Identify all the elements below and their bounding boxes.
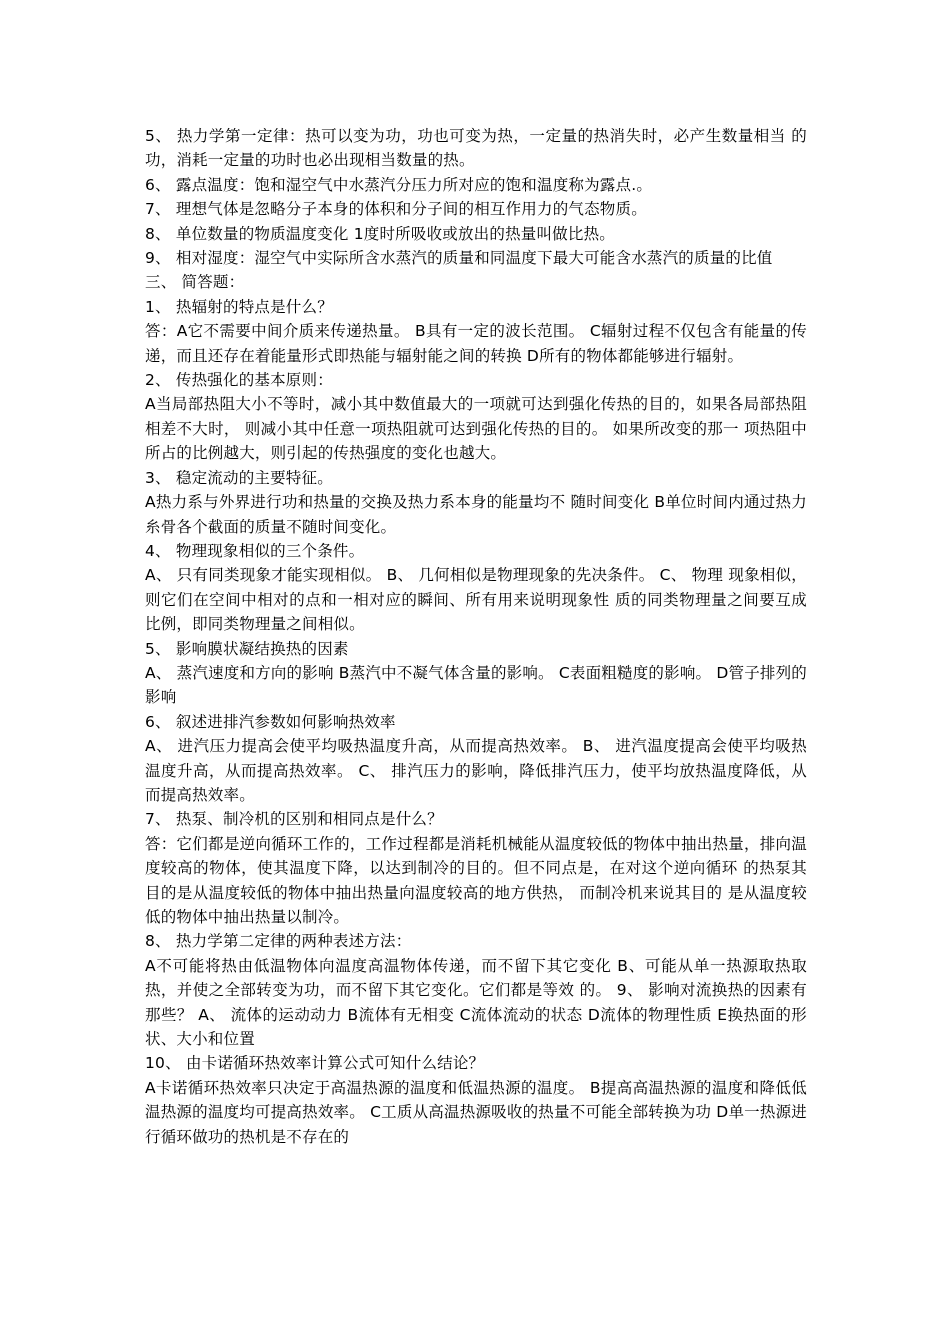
question-4: 4、 物理现象相似的三个条件。	[145, 541, 365, 560]
answer-8-and-question-9: A不可能将热由低温物体向温度高温物体传递，而不留下其它变化 B、可能从单一热源取热取热，并使之全部转变为功，而不留下其它变化。它们都是等效 的。 9、 影响对流换热的因素有那些？ A、 流体的运动动力 B流体有无相变 C流体流动的状态 D流体的物理性质 E换热面的形状、大小和位置	[145, 956, 807, 1049]
answer-6: A、 进汽压力提高会使平均吸热温度升高，从而提高热效率。 B、 进汽温度提高会使平均吸热温度升高，从而提高热效率。 C、 排汽压力的影响，降低排汽压力，使平均放热温度降低，从而提高热效率。	[145, 737, 807, 804]
answer-5: A、 蒸汽速度和方向的影响 B蒸汽中不凝气体含量的影响。 C表面粗糙度的影响。 D管子排列的影响	[145, 663, 807, 707]
definition-relative-humidity: 9、 相对湿度：湿空气中实际所含水蒸汽的质量和同温度下最大可能含水蒸汽的质量的比值	[145, 249, 773, 268]
answer-7: 答：它们都是逆向循环工作的，工作过程都是消耗机械能从温度较低的物体中抽出热量，排向温度较高的物体，使其温度下降，以达到制冷的目的。但不同点是，在对这个逆向循环 的热泵其目的是从温度较低的物体中抽出热量向温度较高的地方供热， 而制冷机来说其目的 是从温度较低的物体中抽出热量以制冷。	[145, 834, 807, 926]
section-heading-short-answer: 三、 简答题：	[145, 273, 245, 292]
answer-3: A热力系与外界进行功和热量的交换及热力系本身的能量均不 随时间变化 B单位时间内通过热力糸骨各个截面的质量不随时间变化。	[145, 493, 807, 536]
definition-specific-heat: 8、 单位数量的物质温度变化 1度时所吸收或放出的热量叫做比热。	[145, 224, 615, 243]
answer-2: A当局部热阻大小不等时，减小其中数值最大的一项就可达到强化传热的目的，如果各局部热阻相差不大时， 则减小其中任意一项热阻就可达到强化传热的目的。 如果所改变的那一 项热阻中所占的比例越大，则引起的传热强度的变化也越大。	[145, 395, 807, 463]
document-body	[145, 124, 807, 1149]
question-3: 3、 稳定流动的主要特征。	[145, 468, 333, 487]
answer-10: A卡诺循环热效率只决定于高温热源的温度和低温热源的温度。 B提高高温热源的温度和降低低温热源的温度均可提高热效率。 C工质从高温热源吸收的热量不可能全部转换为功 D单一热源进行循环做功的热机是不存在的	[145, 1078, 807, 1146]
question-6: 6、 叙述进排汽参数如何影响热效率	[145, 712, 396, 731]
definition-ideal-gas: 7、 理想气体是忽略分子本身的体积和分子间的相互作用力的气态物质。	[145, 200, 647, 219]
question-8: 8、 热力学第二定律的两种表述方法：	[145, 932, 412, 951]
question-10: 10、 由卡诺循环热效率计算公式可知什么结论？	[145, 1054, 485, 1073]
question-5: 5、 影响膜状凝结换热的因素	[145, 639, 349, 658]
answer-1: 答：A它不需要中间介质来传递热量。 B具有一定的波长范围。 C辐射过程不仅包含有能量的传递，而且还存在着能量形式即热能与辐射能之间的转换 D所有的物体都能够进行辐射。	[145, 322, 807, 365]
question-1: 1、 热辐射的特点是什么？	[145, 297, 333, 316]
question-2: 2、 传热强化的基本原则：	[145, 371, 333, 390]
definition-first-law: 5、 热力学第一定律：热可以变为功，功也可变为热，一定量的热消失时，必产生数量相当 的功，消耗一定量的功时也必出现相当数量的热。	[145, 127, 807, 170]
answer-4: A、 只有同类现象才能实现相似。 B、 几何相似是物理现象的先决条件。 C、 物理 现象相似，则它们在空间中相对的点和一相对应的瞬间、所有用来说明现象性 质的同类物理量之间要互成比例，即同类物理量之间相似。	[145, 566, 807, 634]
definition-dew-point: 6、 露点温度：饱和湿空气中水蒸汽分压力所对应的饱和温度称为露点.。	[145, 175, 653, 194]
question-7: 7、 热泵、制冷机的区别和相同点是什么？	[145, 810, 443, 829]
